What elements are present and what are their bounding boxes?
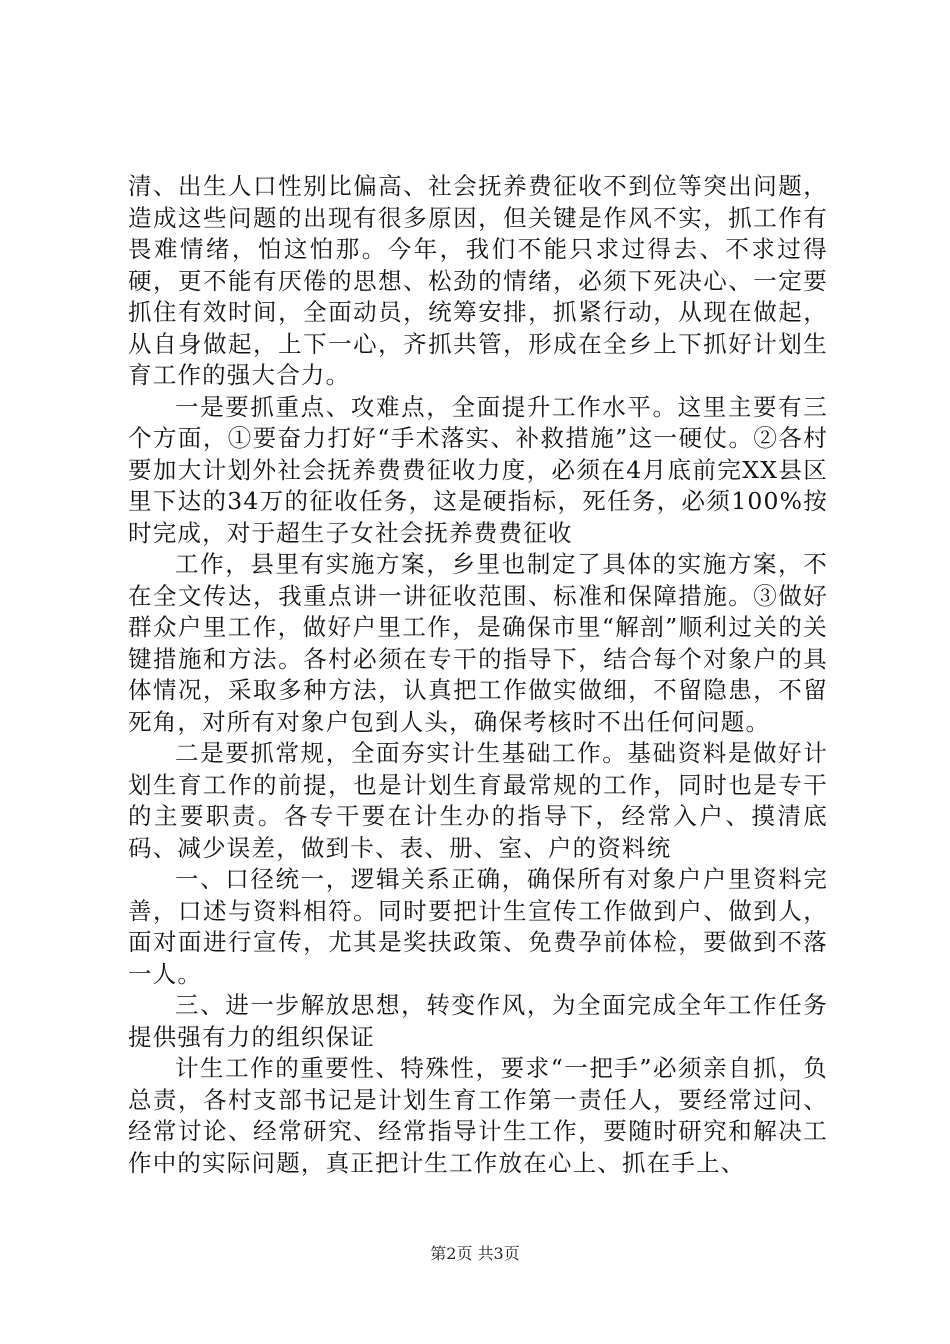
paragraph-3: 工作，县里有实施方案，乡里也制定了具体的实施方案，不在全文传达，我重点讲一讲征收范围、标准和保障措施。③做好群众户里工作，做好户里工作，是确保市里“解剖”顺利过关的关键措施和方法。各村必须在专干的指导下，结合每个对象户的具体情况，采取多种方法，认真把工作做实做细，不留隐患，不留死角，对所有对象户包到人头，确保考核时不出任何问题。 [128, 550, 828, 736]
paragraph-4: 二是要抓常规，全面夯实计生基础工作。基础资料是做好计划生育工作的前提，也是计划生育最常规的工作，同时也是专干的主要职责。各专干要在计生办的指导下，经常入户、摸清底码、减少误差，做到卡、表、册、室、户的资料统 [128, 739, 828, 862]
paragraph-1: 清、出生人口性别比偏高、社会抚养费征收不到位等突出问题，造成这些问题的出现有很多原因，但关键是作风不实，抓工作有畏难情绪，怕这怕那。今年，我们不能只求过得去、不求过得硬，更不能有厌倦的思想、松劲的情绪，必须下死决心、一定要抓住有效时间，全面动员，统筹安排，抓紧行动，从现在做起，从自身做起，上下一心，齐抓共管，形成在全乡上下抓好计划生育工作的强大合力。 [128, 172, 828, 389]
paragraph-5: 一、口径统一，逻辑关系正确，确保所有对象户户里资料完善，口述与资料相符。同时要把计生宣传工作做到户、做到人，面对面进行宣传，尤其是奖扶政策、免费孕前体检，要做到不落一人。 [128, 865, 828, 988]
paragraph-6: 三、进一步解放思想，转变作风，为全面完成全年工作任务提供强有力的组织保证 [128, 991, 828, 1051]
paragraph-2: 一是要抓重点、攻难点，全面提升工作水平。这里主要有三个方面，①要奋力打好“手术落实、补救措施”这一硬仗。②各村要加大计划外社会抚养费费征收力度，必须在4月底前完XX县区里下达的34万的征收任务，这是硬指标，死任务，必须100%按时完成，对于超生子女社会抚养费费征收 [128, 392, 828, 547]
paragraph-7: 计生工作的重要性、特殊性，要求“一把手”必须亲自抓，负总责，各村支部书记是计划生育工作第一责任人，要经常过问、经常讨论、经常研究、经常指导计生工作，要随时研究和解决工作中的实际问题，真正把计生工作放在心上、抓在手上、 [128, 1054, 828, 1177]
page-number-footer: 第2页 共3页 [430, 1244, 520, 1263]
document-body [128, 171, 828, 1179]
